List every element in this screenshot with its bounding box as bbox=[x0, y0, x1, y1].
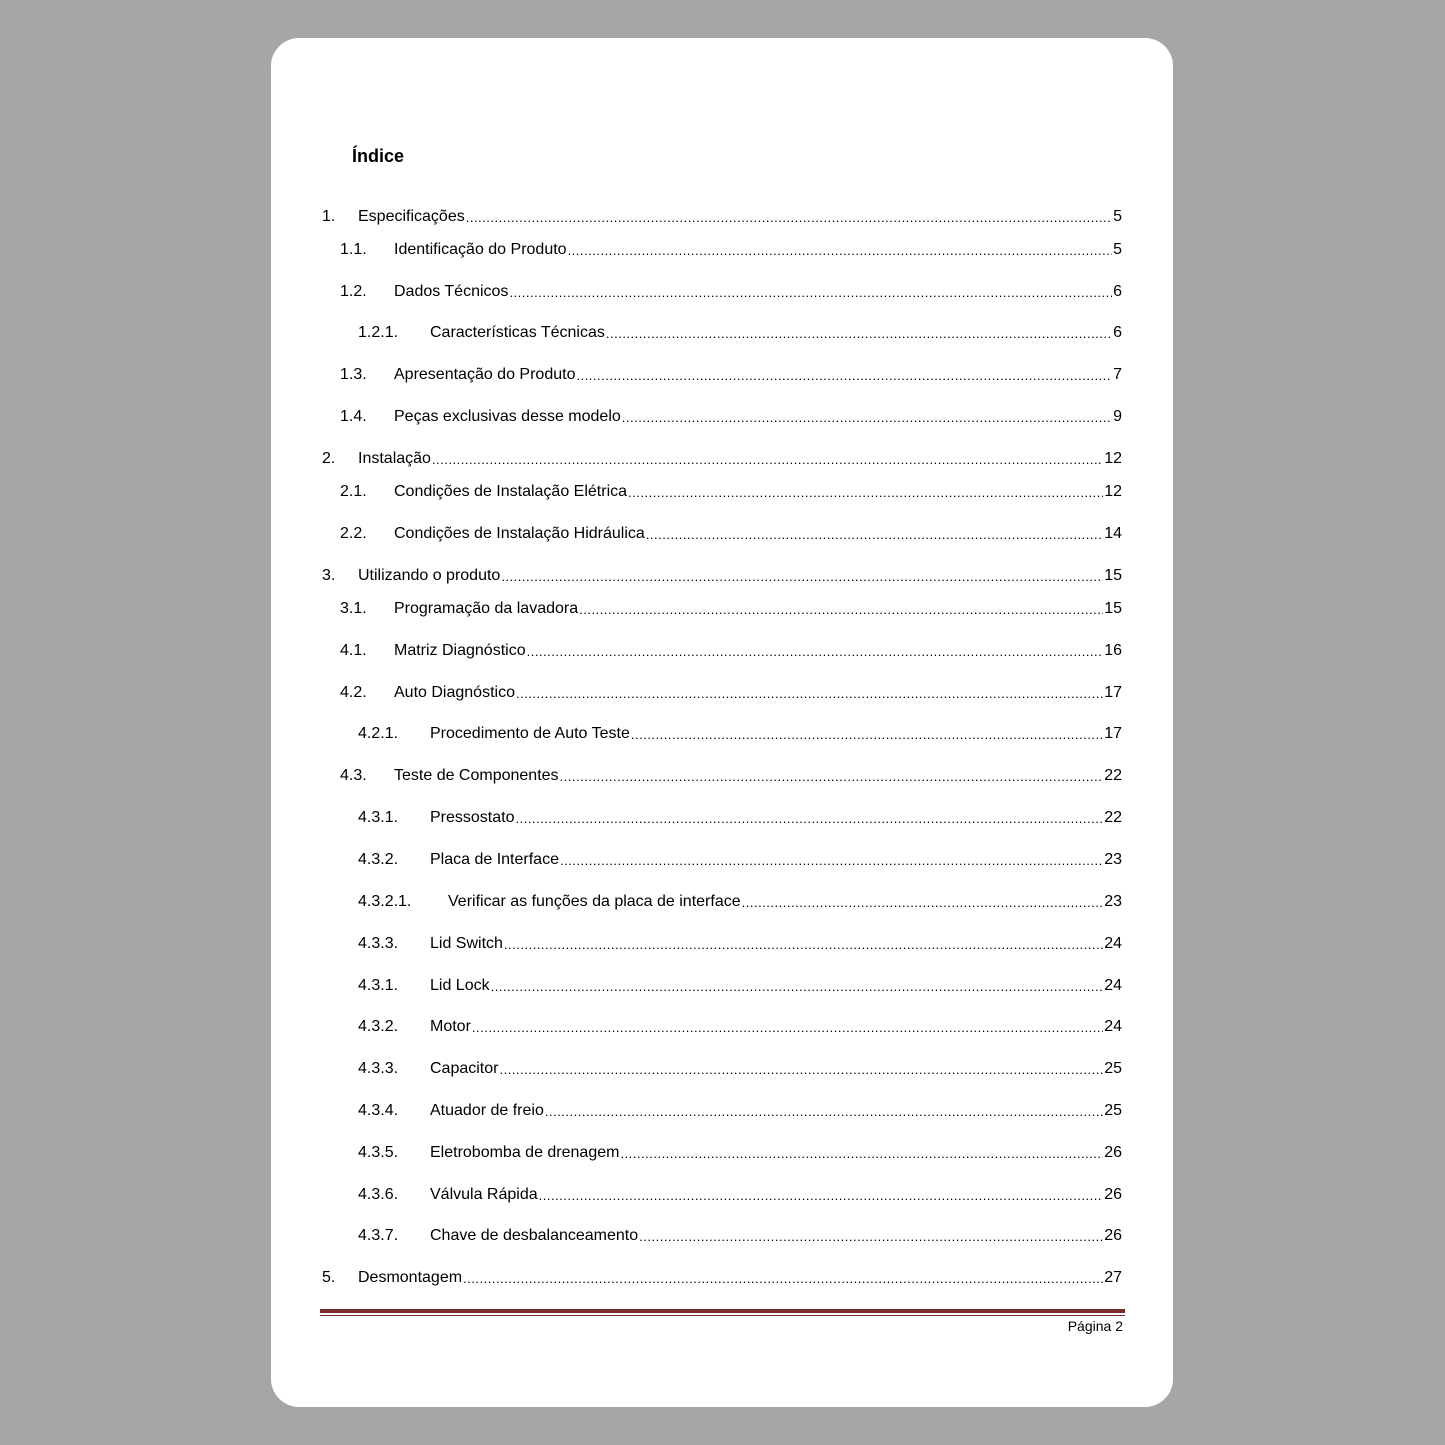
toc-entry[interactable] bbox=[358, 848, 1122, 870]
toc-entry-label: Programação da lavadora bbox=[394, 600, 579, 617]
toc-entry-number: 1.3. bbox=[340, 366, 367, 383]
toc-dot-leader bbox=[560, 852, 1103, 870]
toc-entry-page: 27 bbox=[1104, 1269, 1122, 1286]
toc-entry-page: 23 bbox=[1104, 893, 1122, 910]
toc-entry-page: 6 bbox=[1113, 324, 1122, 341]
toc-dot-leader bbox=[742, 894, 1104, 912]
toc-dot-leader bbox=[499, 1061, 1103, 1079]
toc-entry-number: 4.3.4. bbox=[358, 1102, 399, 1119]
toc-entry-page: 9 bbox=[1113, 408, 1122, 425]
toc-entry-label: Chave de desbalanceamento bbox=[430, 1227, 639, 1244]
toc-entry-label: Características Técnicas bbox=[430, 324, 605, 341]
toc-entry-page: 15 bbox=[1104, 567, 1122, 584]
toc-entry-page: 26 bbox=[1104, 1186, 1122, 1203]
toc-entry[interactable] bbox=[340, 280, 1122, 302]
toc-entry[interactable] bbox=[358, 974, 1122, 996]
toc-entry[interactable] bbox=[358, 1015, 1122, 1037]
toc-dot-leader bbox=[516, 685, 1103, 703]
toc-entry-label: Lid Switch bbox=[430, 935, 503, 952]
toc-dot-leader bbox=[472, 1019, 1103, 1037]
toc-entry-number: 5. bbox=[322, 1269, 336, 1286]
toc-entry-page: 24 bbox=[1104, 935, 1122, 952]
toc-entry-number: 2. bbox=[322, 450, 336, 467]
toc-dot-leader bbox=[527, 643, 1104, 661]
toc-entry[interactable] bbox=[340, 639, 1122, 661]
toc-entry-label: Pressostato bbox=[430, 809, 515, 826]
toc-entry-number: 4.2.1. bbox=[358, 725, 399, 742]
toc-dot-leader bbox=[515, 810, 1103, 828]
toc-entry-label: Teste de Componentes bbox=[394, 767, 559, 784]
toc-entry[interactable] bbox=[322, 447, 1122, 469]
toc-entry[interactable] bbox=[340, 764, 1122, 786]
footer-rule-thin bbox=[320, 1315, 1125, 1316]
toc-entry-number: 4.1. bbox=[340, 642, 367, 659]
toc-entry-page: 23 bbox=[1104, 851, 1122, 868]
toc-entry-label: Identificação do Produto bbox=[394, 241, 567, 258]
toc-entry-page: 16 bbox=[1104, 642, 1122, 659]
toc-dot-leader bbox=[579, 601, 1103, 619]
toc-entry-label: Matriz Diagnóstico bbox=[394, 642, 526, 659]
toc-dot-leader bbox=[606, 325, 1112, 343]
toc-entry[interactable] bbox=[358, 1057, 1122, 1079]
toc-entry-number: 4.3.5. bbox=[358, 1144, 399, 1161]
toc-entry-label: Verificar as funções da placa de interface bbox=[448, 893, 741, 910]
toc-dot-leader bbox=[560, 768, 1104, 786]
toc-entry-page: 17 bbox=[1104, 725, 1122, 742]
toc-entry-number: 2.2. bbox=[340, 525, 367, 542]
toc-entry-label: Atuador de freio bbox=[430, 1102, 544, 1119]
toc-entry-number: 4.3.3. bbox=[358, 935, 399, 952]
toc-entry[interactable] bbox=[358, 806, 1122, 828]
toc-entry[interactable] bbox=[358, 1183, 1122, 1205]
toc-entry-number: 1.2. bbox=[340, 283, 367, 300]
document-page bbox=[271, 38, 1173, 1407]
toc-dot-leader bbox=[622, 409, 1112, 427]
toc-entry[interactable] bbox=[322, 564, 1122, 586]
toc-entry-number: 4.3.3. bbox=[358, 1060, 399, 1077]
toc-entry[interactable] bbox=[358, 1099, 1122, 1121]
toc-entry-number: 1.2.1. bbox=[358, 324, 399, 341]
toc-dot-leader bbox=[620, 1145, 1103, 1163]
toc-entry[interactable] bbox=[358, 1141, 1122, 1163]
toc-entry-page: 22 bbox=[1104, 809, 1122, 826]
toc-entry-page: 7 bbox=[1113, 366, 1122, 383]
toc-entry-label: Apresentação do Produto bbox=[394, 366, 576, 383]
toc-entry-page: 24 bbox=[1104, 977, 1122, 994]
toc-entry-label: Procedimento de Auto Teste bbox=[430, 725, 630, 742]
toc-dot-leader bbox=[539, 1187, 1104, 1205]
toc-dot-leader bbox=[463, 1270, 1103, 1288]
page-title: Índice bbox=[352, 146, 405, 166]
toc-dot-leader bbox=[639, 1228, 1103, 1246]
toc-dot-leader bbox=[509, 284, 1112, 302]
toc-dot-leader bbox=[631, 726, 1103, 744]
toc-entry-label: Válvula Rápida bbox=[430, 1186, 538, 1203]
toc-dot-leader bbox=[646, 526, 1103, 544]
toc-entry[interactable] bbox=[340, 597, 1122, 619]
toc-entry-number: 1. bbox=[322, 208, 336, 225]
toc-entry-label: Peças exclusivas desse modelo bbox=[394, 408, 621, 425]
toc-dot-leader bbox=[466, 209, 1112, 227]
page-number-footer: Página 2 bbox=[1067, 1318, 1123, 1334]
toc-entry-page: 26 bbox=[1104, 1227, 1122, 1244]
toc-entry[interactable] bbox=[340, 238, 1122, 260]
toc-entry-page: 15 bbox=[1104, 600, 1122, 617]
toc-entry[interactable] bbox=[358, 1224, 1122, 1246]
toc-entry-page: 25 bbox=[1104, 1102, 1122, 1119]
toc-entry-label: Placa de Interface bbox=[430, 851, 559, 868]
toc-entry-page: 5 bbox=[1113, 241, 1122, 258]
toc-entry-label: Utilizando o produto bbox=[358, 567, 501, 584]
toc-dot-leader bbox=[628, 484, 1103, 502]
toc-entry-number: 1.1. bbox=[340, 241, 367, 258]
toc-entry-label: Instalação bbox=[358, 450, 431, 467]
toc-dot-leader bbox=[432, 451, 1103, 469]
toc-entry-number: 4.3.2. bbox=[358, 851, 399, 868]
toc-entry[interactable] bbox=[322, 1266, 1122, 1288]
toc-entry-number: 1.4. bbox=[340, 408, 367, 425]
toc-entry[interactable] bbox=[358, 321, 1122, 343]
toc-entry[interactable] bbox=[340, 480, 1122, 502]
toc-entry[interactable] bbox=[358, 722, 1122, 744]
toc-entry-number: 3. bbox=[322, 567, 336, 584]
toc-entry[interactable] bbox=[340, 681, 1122, 703]
toc-entry-number: 4.3.1. bbox=[358, 809, 399, 826]
toc-entry-label: Eletrobomba de drenagem bbox=[430, 1144, 620, 1161]
toc-entry-page: 24 bbox=[1104, 1018, 1122, 1035]
toc-entry-number: 4.3.7. bbox=[358, 1227, 399, 1244]
toc-dot-leader bbox=[501, 568, 1103, 586]
toc-entry-page: 12 bbox=[1104, 450, 1122, 467]
toc-entry-page: 6 bbox=[1113, 283, 1122, 300]
toc-entry-page: 12 bbox=[1104, 483, 1122, 500]
toc-entry-label: Condições de Instalação Elétrica bbox=[394, 483, 628, 500]
toc-entry-label: Desmontagem bbox=[358, 1269, 463, 1286]
footer-rule-thick bbox=[320, 1309, 1125, 1313]
toc-entry-page: 5 bbox=[1113, 208, 1122, 225]
toc-entry-number: 3.1. bbox=[340, 600, 367, 617]
toc-dot-leader bbox=[491, 978, 1104, 996]
toc-entry-label: Dados Técnicos bbox=[394, 283, 509, 300]
toc-dot-leader bbox=[576, 367, 1112, 385]
toc-entry-number: 4.3.2.1. bbox=[358, 893, 412, 910]
toc-entry-label: Auto Diagnóstico bbox=[394, 684, 515, 701]
toc-entry-number: 2.1. bbox=[340, 483, 367, 500]
toc-entry[interactable] bbox=[358, 890, 1122, 912]
toc-entry-label: Condições de Instalação Hidráulica bbox=[394, 525, 645, 542]
table-of-contents bbox=[271, 38, 1173, 1407]
toc-entry[interactable] bbox=[340, 363, 1122, 385]
toc-entry-label: Capacitor bbox=[430, 1060, 499, 1077]
toc-entry-number: 4.3.1. bbox=[358, 977, 399, 994]
toc-entry[interactable] bbox=[340, 522, 1122, 544]
toc-entry-label: Lid Lock bbox=[430, 977, 490, 994]
toc-entry[interactable] bbox=[358, 932, 1122, 954]
toc-entry-page: 25 bbox=[1104, 1060, 1122, 1077]
toc-entry-page: 26 bbox=[1104, 1144, 1122, 1161]
toc-entry-page: 14 bbox=[1104, 525, 1122, 542]
toc-entry-number: 4.2. bbox=[340, 684, 367, 701]
toc-dot-leader bbox=[504, 936, 1103, 954]
toc-entry-number: 4.3.6. bbox=[358, 1186, 399, 1203]
toc-dot-leader bbox=[568, 242, 1113, 260]
toc-entry-label: Especificações bbox=[358, 208, 465, 225]
toc-entry-number: 4.3.2. bbox=[358, 1018, 399, 1035]
toc-entry-number: 4.3. bbox=[340, 767, 367, 784]
toc-entry[interactable] bbox=[340, 405, 1122, 427]
toc-entry-label: Motor bbox=[430, 1018, 471, 1035]
toc-dot-leader bbox=[545, 1103, 1103, 1121]
toc-entry-page: 17 bbox=[1104, 684, 1122, 701]
toc-entry[interactable] bbox=[322, 205, 1122, 227]
toc-entry-page: 22 bbox=[1104, 767, 1122, 784]
